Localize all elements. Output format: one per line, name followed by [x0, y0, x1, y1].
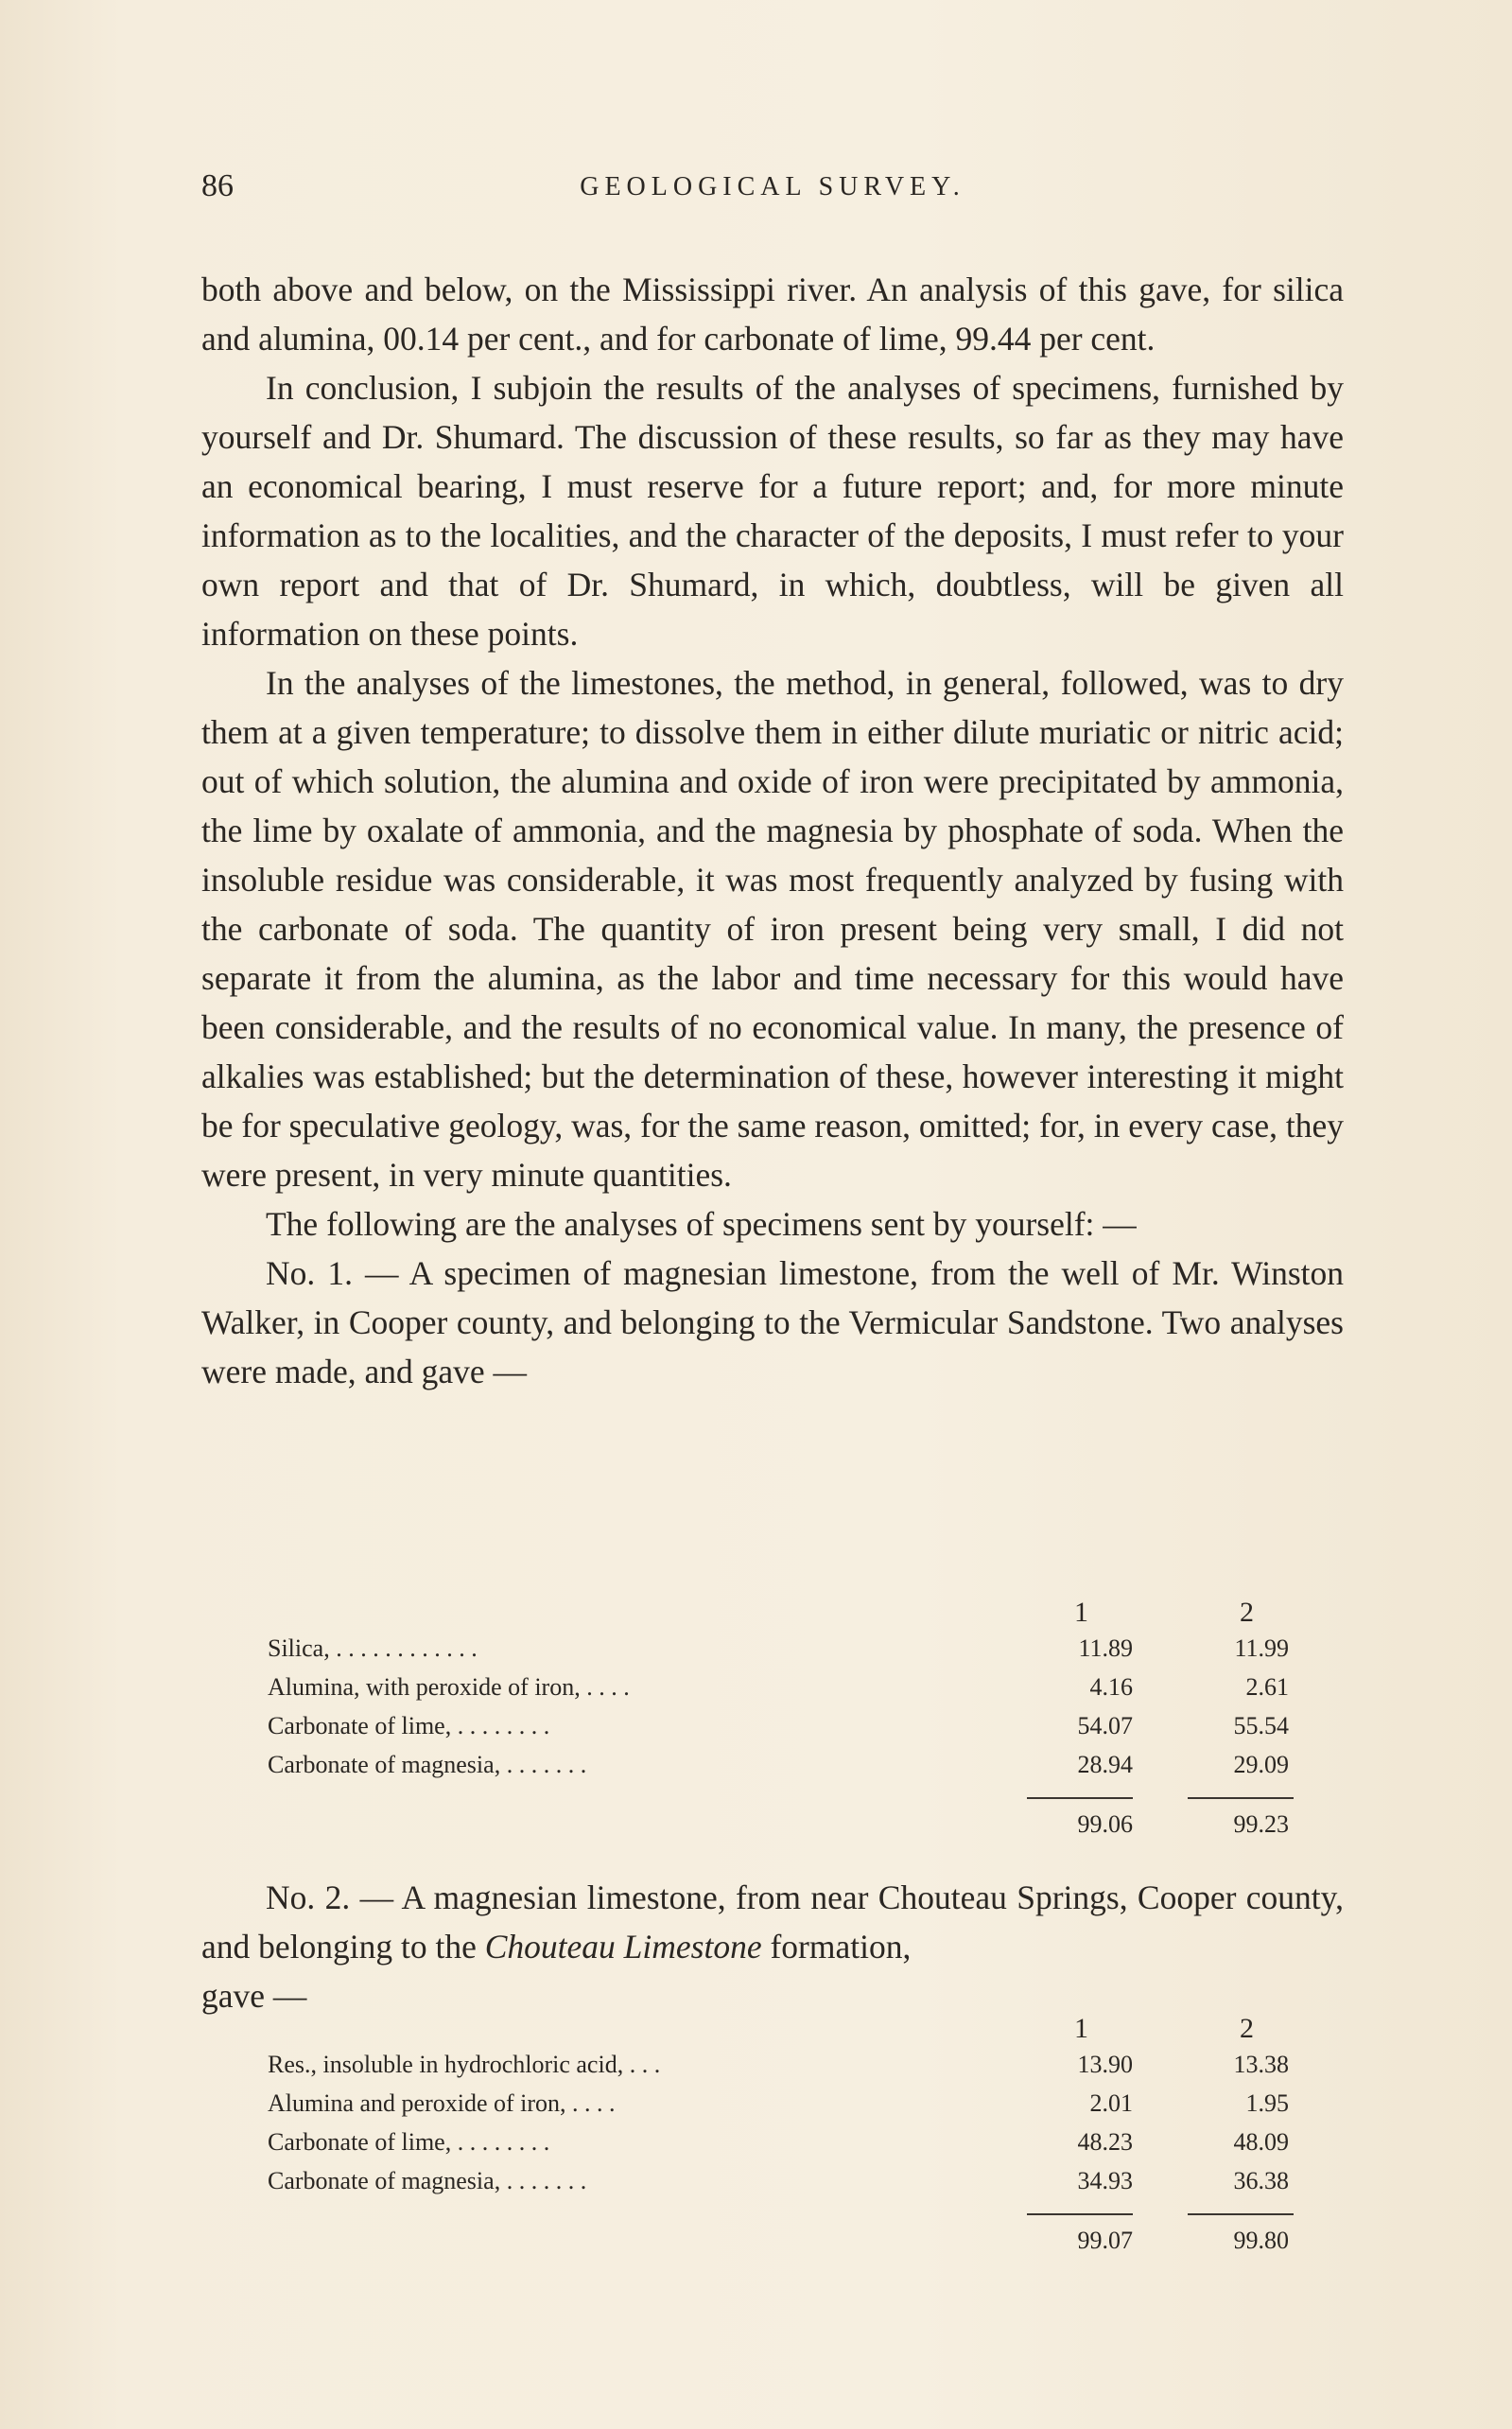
sum-rule-2 [1188, 1797, 1294, 1799]
value-1: 34.93 [1077, 2167, 1133, 2194]
table-row [268, 2089, 1308, 2128]
row-label: Silica, . . . . . . . . . . . . [268, 1634, 478, 1662]
row-label: Carbonate of magnesia, . . . . . . . [268, 2167, 587, 2194]
paragraph-no2 [201, 1873, 1344, 2020]
value-1: 13.90 [1077, 2051, 1133, 2078]
value-1: 2.01 [1089, 2089, 1133, 2117]
table-row [268, 1673, 1308, 1712]
value-1: 54.07 [1077, 1712, 1133, 1739]
value-2: 36.38 [1233, 2167, 1289, 2194]
value-2: 2.61 [1245, 1673, 1289, 1701]
sum-rule-row [268, 1790, 1308, 1810]
value-2: 13.38 [1233, 2051, 1289, 2078]
paragraph-3: In the analyses of the limestones, the method, in general, followed, was to dry them at a given temperature; to dissolve them in either dilute muriatic or nitric acid; out of which solution, the alumina and oxide of iron were precipitated by ammonia, the lime by oxalate of ammonia, and the magnesia by phosphate of soda. When the insoluble residue was considerable, it was most frequently analyzed by fusing with the carbonate of soda. The quantity of iron present being very small, I did not separate it from the alumina, as the labor and time necessary for this would have been considerable, and the results of no economical value. In many, the presence of alkalies was established; but the determination of these, however interesting it might be for speculative geology, was, for the same reason, omitted; for, in every case, they were present, in very minute quantities. [201, 664, 1344, 1194]
total-1: 99.06 [1077, 1810, 1133, 1838]
body-text [201, 265, 1344, 1396]
column-header-2: 2 [1240, 2013, 1254, 2044]
sum-rule-1 [1027, 2213, 1133, 2215]
sum-rule-2 [1188, 2213, 1294, 2215]
row-label: Alumina, with peroxide of iron, . . . . [268, 1673, 630, 1701]
page-header [201, 168, 1344, 216]
value-1: 28.94 [1077, 1751, 1133, 1778]
table-row [268, 2128, 1308, 2167]
value-2: 29.09 [1233, 1751, 1289, 1778]
analysis-table-1 [268, 1597, 1308, 1850]
table-row [268, 1751, 1308, 1790]
paragraph-no2-text [201, 1873, 1344, 1971]
no2-text-after: formation, [770, 1928, 912, 1966]
total-2: 99.23 [1233, 1810, 1289, 1838]
table-row [268, 2051, 1308, 2089]
total-2: 99.80 [1233, 2227, 1289, 2254]
table-total-row [268, 2227, 1308, 2266]
no2-text-before: No. 2. — A magnesian limestone, from near Chouteau Springs, Cooper county, and belonging to the [201, 1879, 1344, 1966]
paragraph-2: In conclusion, I subjoin the results of the analyses of specimens, furnished by yourself and Dr. Shumard. The discussion of these results, so far as they may have an economical bearing, I must reserve for a future report; and, for more minute information as to the localities, and the character of the deposits, I must refer to your own report and that of Dr. Shumard, in which, doubtless, will be given all information on these points. [201, 369, 1344, 653]
value-2: 1.95 [1245, 2089, 1289, 2117]
formation-name: Chouteau Limestone [484, 1928, 762, 1966]
table-row [268, 1712, 1308, 1751]
table-row [268, 2167, 1308, 2206]
page-number: 86 [201, 168, 234, 203]
row-label: Alumina and peroxide of iron, . . . . [268, 2089, 616, 2117]
column-header-1: 1 [1074, 1597, 1088, 1628]
value-1: 4.16 [1089, 1673, 1133, 1701]
paragraph-1: both above and below, on the Mississippi river. An analysis of this gave, for silica and alumina, 00.14 per cent., and for carbonate of lime, 99.44 per cent. [201, 271, 1344, 358]
paragraph-4: The following are the analyses of specimens sent by yourself: — [266, 1205, 1137, 1243]
row-label: Carbonate of lime, . . . . . . . . [268, 2128, 550, 2156]
table-header [268, 2013, 1308, 2051]
row-label: Carbonate of magnesia, . . . . . . . [268, 1751, 587, 1778]
total-1: 99.07 [1077, 2227, 1133, 2254]
table-row [268, 1634, 1308, 1673]
table-header [268, 1597, 1308, 1634]
value-2: 11.99 [1234, 1634, 1289, 1662]
sum-rule-row [268, 2206, 1308, 2227]
value-1: 11.89 [1078, 1634, 1133, 1662]
column-header-2: 2 [1240, 1597, 1254, 1628]
sum-rule-1 [1027, 1797, 1133, 1799]
gave-line: gave — [201, 1977, 307, 2015]
row-label: Res., insoluble in hydrochloric acid, . . . [268, 2051, 661, 2078]
running-head: GEOLOGICAL SURVEY. [580, 172, 965, 201]
table-total-row [268, 1810, 1308, 1850]
column-header-1: 1 [1074, 2013, 1088, 2044]
value-2: 48.09 [1233, 2128, 1289, 2156]
row-label: Carbonate of lime, . . . . . . . . [268, 1712, 550, 1739]
paragraph-5: No. 1. — A specimen of magnesian limestone, from the well of Mr. Winston Walker, in Cooper county, and belonging to the Vermicular Sandstone. Two analyses were made, and gave — [201, 1254, 1344, 1390]
analysis-table-2 [268, 2013, 1308, 2266]
value-2: 55.54 [1233, 1712, 1289, 1739]
value-1: 48.23 [1077, 2128, 1133, 2156]
